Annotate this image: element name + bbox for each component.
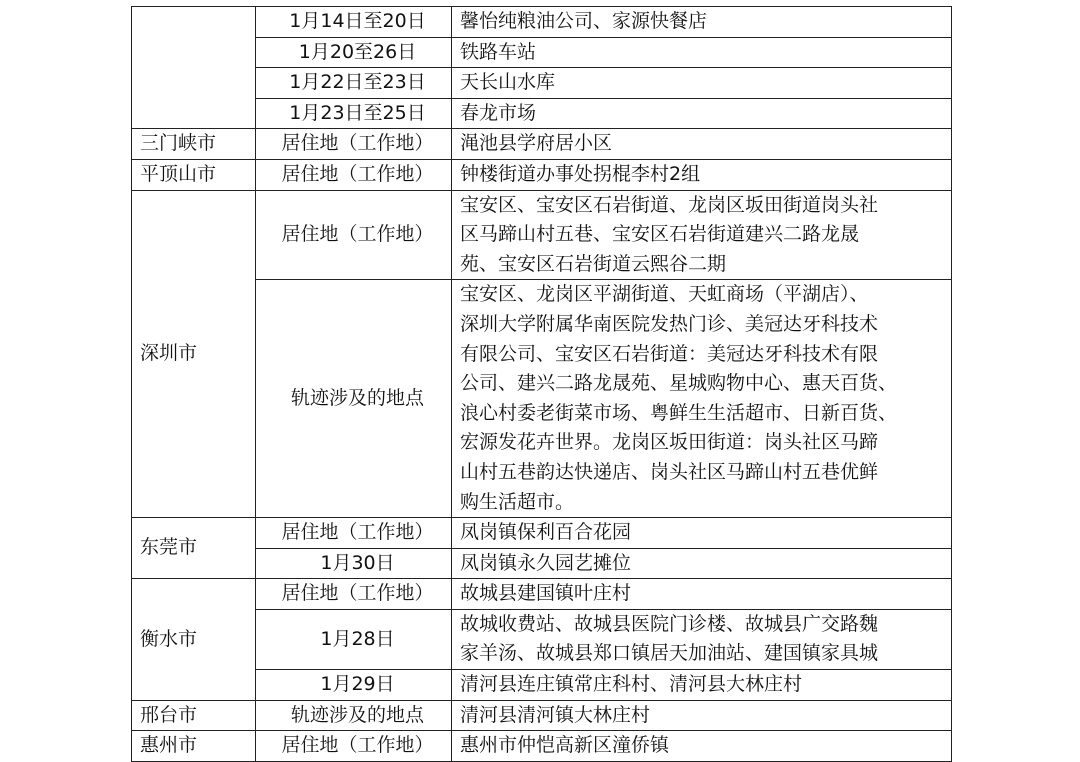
kind-cell: 居住地（工作地）: [256, 518, 452, 549]
table-row: [132, 190, 952, 280]
city-cell: 衡水市: [132, 579, 256, 700]
kind-cell: 居住地（工作地）: [256, 579, 452, 610]
place-cell: 铁路车站: [452, 37, 952, 68]
place-cell: 故城县建国镇叶庄村: [452, 579, 952, 610]
city-cell: 东莞市: [132, 518, 256, 579]
table-row: [132, 518, 952, 549]
place-cell: 惠州市仲恺高新区潼侨镇: [452, 731, 952, 762]
place-line: 浪心村委老街菜市场、粤鲜生生活超市、日新百货、: [460, 401, 898, 424]
kind-cell: 1月30日: [256, 548, 452, 579]
place-cell: 凤岗镇保利百合花园: [452, 518, 952, 549]
table-row: [132, 159, 952, 190]
place-cell: 馨怡纯粮油公司、家源快餐店: [452, 7, 952, 38]
place-line: 宝安区、龙岗区平湖街道、天虹商场（平湖店）、: [460, 283, 869, 306]
table-row: [132, 579, 952, 610]
kind-cell: 1月29日: [256, 670, 452, 701]
kind-cell: 1月23日至25日: [256, 98, 452, 129]
city-cell: 深圳市: [132, 190, 256, 518]
place-cell: [452, 609, 952, 669]
place-cell: 渑池县学府居小区: [452, 129, 952, 160]
place-cell: [452, 280, 952, 518]
place-cell: 天长山水库: [452, 68, 952, 99]
kind-cell: 居住地（工作地）: [256, 731, 452, 762]
place-line: 公司、建兴二路龙晟苑、星城购物中心、惠天百货、: [460, 372, 898, 395]
kind-cell: 1月20至26日: [256, 37, 452, 68]
outbreak-locations-table: [131, 6, 952, 762]
place-cell: 凤岗镇永久园艺摊位: [452, 548, 952, 579]
place-line: 宏源发花卉世界。龙岗区坂田街道：岗头社区马蹄: [460, 431, 879, 454]
kind-cell: 居住地（工作地）: [256, 159, 452, 190]
city-cell: 三门峡市: [132, 129, 256, 160]
city-cell: 邢台市: [132, 700, 256, 731]
table-row: [132, 129, 952, 160]
city-cell: 平顶山市: [132, 159, 256, 190]
place-line: 苑、宝安区石岩街道云熙谷二期: [460, 252, 727, 275]
place-line: 购生活超市。: [460, 490, 575, 513]
place-line: 深圳大学附属华南医院发热门诊、美冠达牙科技术: [460, 312, 879, 335]
kind-cell: 1月22日至23日: [256, 68, 452, 99]
place-line: 区马蹄山村五巷、宝安区石岩街道建兴二路龙晟: [460, 223, 860, 246]
place-cell: 清河县连庄镇常庄科村、清河县大林庄村: [452, 670, 952, 701]
table-row: [132, 700, 952, 731]
kind-cell: 居住地（工作地）: [256, 190, 452, 280]
kind-cell: 轨迹涉及的地点: [256, 280, 452, 518]
table-row: [132, 7, 952, 38]
city-cell: [132, 7, 256, 129]
place-cell: [452, 190, 952, 280]
place-line: 有限公司、宝安区石岩街道：美冠达牙科技术有限: [460, 342, 879, 365]
city-cell: 惠州市: [132, 731, 256, 762]
place-line: 故城收费站、故城县医院门诊楼、故城县广交路魏: [460, 612, 879, 635]
place-line: 山村五巷韵达快递店、岗头社区马蹄山村五巷优鲜: [460, 460, 879, 483]
kind-cell: 1月28日: [256, 609, 452, 669]
table-row: [132, 731, 952, 762]
place-cell: 清河县清河镇大林庄村: [452, 700, 952, 731]
kind-cell: 居住地（工作地）: [256, 129, 452, 160]
place-line: 宝安区、宝安区石岩街道、龙岗区坂田街道岗头社: [460, 193, 879, 216]
kind-cell: 轨迹涉及的地点: [256, 700, 452, 731]
place-cell: 钟楼街道办事处拐棍李村2组: [452, 159, 952, 190]
kind-cell: 1月14日至20日: [256, 7, 452, 38]
place-cell: 春龙市场: [452, 98, 952, 129]
place-line: 家羊汤、故城县郑口镇居天加油站、建国镇家具城: [460, 642, 879, 665]
